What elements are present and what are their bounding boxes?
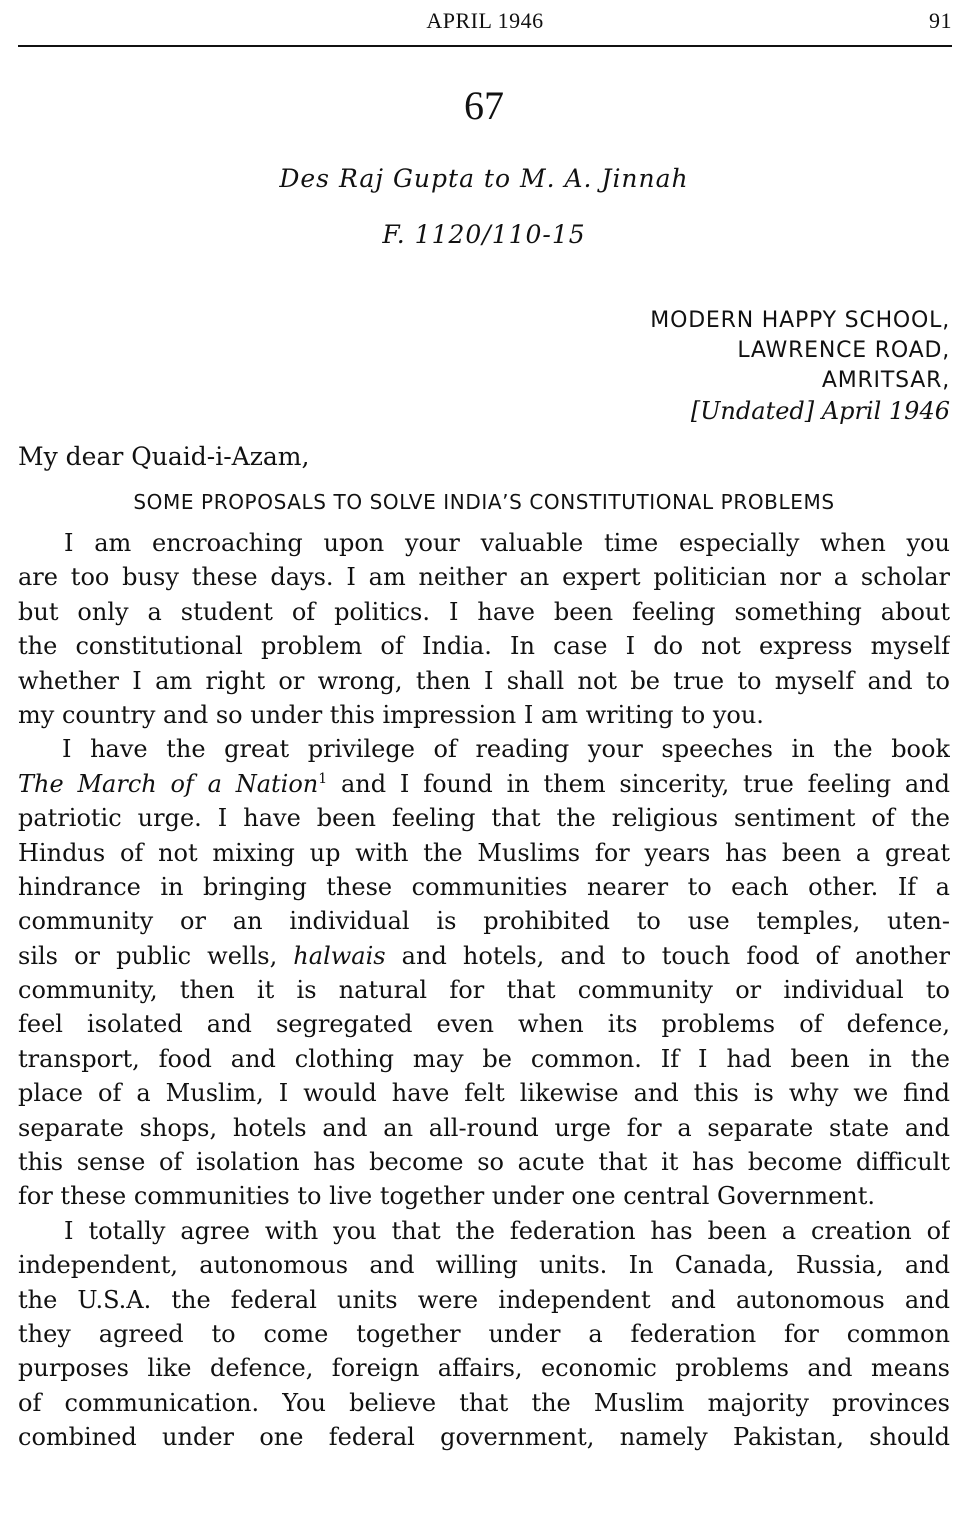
document-number: 67 [464, 83, 504, 128]
body-line: Hindus of not mixing up with the Muslims for years has been a great [18, 838, 950, 867]
body-line: place of a Muslim, I would have felt likewise and this is why we find [18, 1079, 950, 1108]
body-line: separate shops, hotels and an all-round urge for a separate state and [18, 1113, 950, 1142]
address-line: MODERN HAPPY SCHOOL, [650, 308, 950, 333]
body-line: community, then it is natural for that community or individual to [18, 976, 950, 1005]
body-line: are too busy these days. I am neither an expert politician nor a scholar [18, 563, 950, 592]
body-line: transport, food and clothing may be common. If I had been in the [18, 1044, 950, 1073]
header-rule [18, 45, 952, 47]
sender-address [650, 306, 950, 426]
body-line: I am encroaching upon your valuable time especially when you [64, 529, 950, 557]
body-line: this sense of isolation has become so acute that it has become difficult [18, 1148, 950, 1177]
body-line: they agreed to come together under a federation for common [18, 1319, 950, 1348]
body-line: patriotic urge. I have been feeling that the religious sentiment of the [18, 804, 950, 833]
footnote-mark: 1 [318, 770, 328, 787]
body-text-run: and I found in them sincerity, true feeling and [327, 769, 950, 798]
body-line: I totally agree with you that the federation has been a creation of [64, 1216, 950, 1245]
body-text-run: sils or public wells, [18, 941, 294, 970]
body-line: my country and so under this impression I am writing to you. [18, 700, 764, 729]
document-reference: F. 1120/110-15 [382, 220, 586, 249]
body-line: the U.S.A. the federal units were independent and autonomous and [18, 1285, 950, 1314]
body-line: purposes like defence, foreign affairs, economic problems and means [18, 1354, 950, 1383]
body-line: the constitutional problem of India. In case I do not express myself [18, 632, 950, 661]
body-line: but only a student of politics. I have been feeling something about [18, 597, 950, 626]
body-line: whether I am right or wrong, then I shall not be true to myself and to [18, 666, 950, 695]
body-line: community or an individual is prohibited to use temples, uten- [18, 907, 950, 936]
italic-term: halwais [293, 941, 386, 970]
body-line: feel isolated and segregated even when its problems of defence, [18, 1010, 950, 1039]
letter-date: [Undated] April 1946 [690, 397, 950, 425]
body-line: combined under one federal government, namely Pakistan, should [18, 1423, 950, 1452]
body-line: hindrance in bringing these communities nearer to each other. If a [18, 872, 950, 901]
book-title: The March of a Nation [18, 769, 319, 798]
body-line [18, 939, 950, 973]
body-line [18, 767, 950, 801]
letter-subject: SOME PROPOSALS TO SOLVE INDIA’S CONSTITUTIONAL PROBLEMS [133, 490, 835, 514]
body-line: of communication. You believe that the Muslim majority provinces [18, 1388, 950, 1417]
salutation: My dear Quaid-i-Azam, [18, 442, 310, 471]
document-title: Des Raj Gupta to M. A. Jinnah [279, 164, 689, 193]
letter-body [18, 526, 950, 1455]
address-line: AMRITSAR, [821, 368, 950, 393]
body-line: I have the great privilege of reading your speeches in the book [62, 735, 950, 764]
page-number: 91 [929, 8, 952, 33]
running-head-title: APRIL 1946 [426, 8, 544, 33]
body-line: independent, autonomous and willing units. In Canada, Russia, and [18, 1251, 950, 1280]
body-text-run: and hotels, and to touch food of another [385, 941, 950, 970]
body-line: for these communities to live together under one central Government. [18, 1182, 876, 1211]
running-head [18, 8, 952, 42]
address-line: LAWRENCE ROAD, [737, 338, 950, 363]
